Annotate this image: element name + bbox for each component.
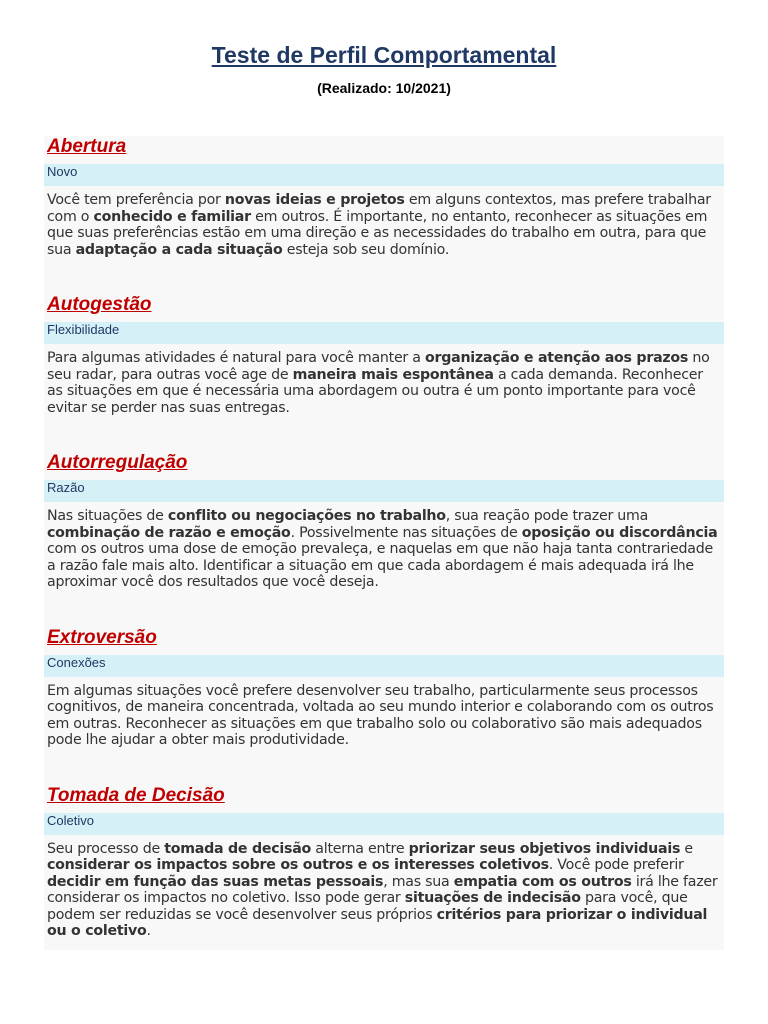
- text-run: no seu radar, para outras você age de: [47, 350, 710, 383]
- text-run: . Você pode preferir: [548, 857, 684, 873]
- text-run: , sua reação pode trazer uma: [445, 508, 649, 524]
- text-run: irá lhe fazer considerar os impactos no coletivo. Isso pode gerar: [47, 873, 718, 906]
- text-run: . Possivelmente nas situações de: [290, 524, 522, 541]
- section-paragraph: [44, 835, 724, 940]
- section-tomada-de-decisao: [44, 785, 724, 950]
- section-paragraph: [44, 344, 724, 416]
- profile-sections: [44, 136, 724, 950]
- section-title: Autogestão: [47, 294, 152, 315]
- text-run: Para algumas atividades é natural para você manter a: [47, 350, 425, 366]
- text-run: e: [680, 840, 693, 857]
- bold-text: combinação de razão e emoção: [47, 524, 291, 541]
- text-run: esteja sob seu domínio.: [282, 241, 450, 258]
- bold-text: oposição ou discordância: [521, 524, 718, 541]
- text-run: .: [146, 923, 151, 939]
- text-run: Seu processo de: [47, 840, 165, 857]
- text-run: Em algumas situações você prefere desenvolver seu trabalho, particularmente seus processos cognitivos, de maneira concentrada, voltada ao seu mundo interior e colaborando com os outros em outras. Reconhecer as situações em que trabalho solo ou colaborativo são mais adequados pode lhe ajudar a obter mais produtividade.: [47, 682, 714, 748]
- section-title: Extroversão: [47, 626, 157, 648]
- bold-text: tomada de decisão: [164, 840, 312, 857]
- section-extroversao: [44, 627, 724, 785]
- document-subtitle: (Realizado: 10/2021): [317, 80, 451, 96]
- section-title: Abertura: [47, 136, 127, 157]
- section-autorregulacao: [44, 452, 724, 627]
- bold-text: organização e atenção aos prazos: [424, 350, 689, 366]
- bold-text: novas ideias e projetos: [224, 192, 405, 208]
- section-subtitle: Conexões: [44, 655, 724, 677]
- bold-text: situações de indecisão: [404, 890, 581, 906]
- text-run: Nas situações de: [47, 508, 168, 524]
- bold-text: priorizar seus objetivos individuais: [408, 840, 681, 857]
- section-subtitle: Coletivo: [44, 813, 724, 835]
- section-subtitle: Razão: [44, 480, 724, 502]
- text-run: a cada demanda. Reconhecer as situações em que é necessária uma abordagem ou outra é um ponto importante para você evitar se perder nas suas entregas.: [47, 366, 703, 416]
- bold-text: maneira mais espontânea: [292, 366, 494, 383]
- section-title: Autorregulação: [47, 452, 188, 473]
- section-paragraph: [44, 186, 724, 258]
- bold-text: considerar os impactos sobre os outros e os interesses coletivos: [47, 857, 549, 873]
- section-autogestao: [44, 294, 724, 452]
- section-paragraph: [44, 502, 724, 591]
- bold-text: conflito ou negociações no trabalho: [167, 508, 446, 524]
- section-abertura: [44, 136, 724, 294]
- section-paragraph: [44, 677, 724, 749]
- text-run: Você tem preferência por: [47, 192, 225, 208]
- text-run: em alguns contextos, mas prefere trabalhar com o: [47, 192, 711, 225]
- bold-text: decidir em função das suas metas pessoais: [47, 873, 384, 890]
- document-title: Teste de Perfil Comportamental: [211, 42, 557, 68]
- text-run: em outros. É importante, no entanto, reconhecer as situações em que suas preferências estão em uma direção e as necessidades do trabalho em outra, para que sua: [47, 208, 708, 258]
- bold-text: critérios para priorizar o individual ou o coletivo: [47, 906, 708, 939]
- text-run: com os outros uma dose de emoção prevaleça, e naquelas em que não haja tanta contrariedade a razão fale mais alto. Identificar a situação em que cada abordagem é mais adequada irá lhe aproximar você dos resultados que você deseja.: [47, 541, 713, 590]
- bold-text: adaptação a cada situação: [75, 241, 283, 258]
- section-title: Tomada de Decisão: [47, 784, 225, 806]
- text-run: , mas sua: [383, 873, 454, 890]
- bold-text: empatia com os outros: [453, 873, 632, 890]
- text-run: para você, que podem ser reduzidas se você desenvolver seus próprios: [47, 890, 688, 923]
- bold-text: conhecido e familiar: [93, 208, 251, 225]
- text-run: alterna entre: [311, 840, 409, 857]
- section-subtitle: Flexibilidade: [44, 322, 724, 344]
- section-subtitle: Novo: [44, 164, 724, 186]
